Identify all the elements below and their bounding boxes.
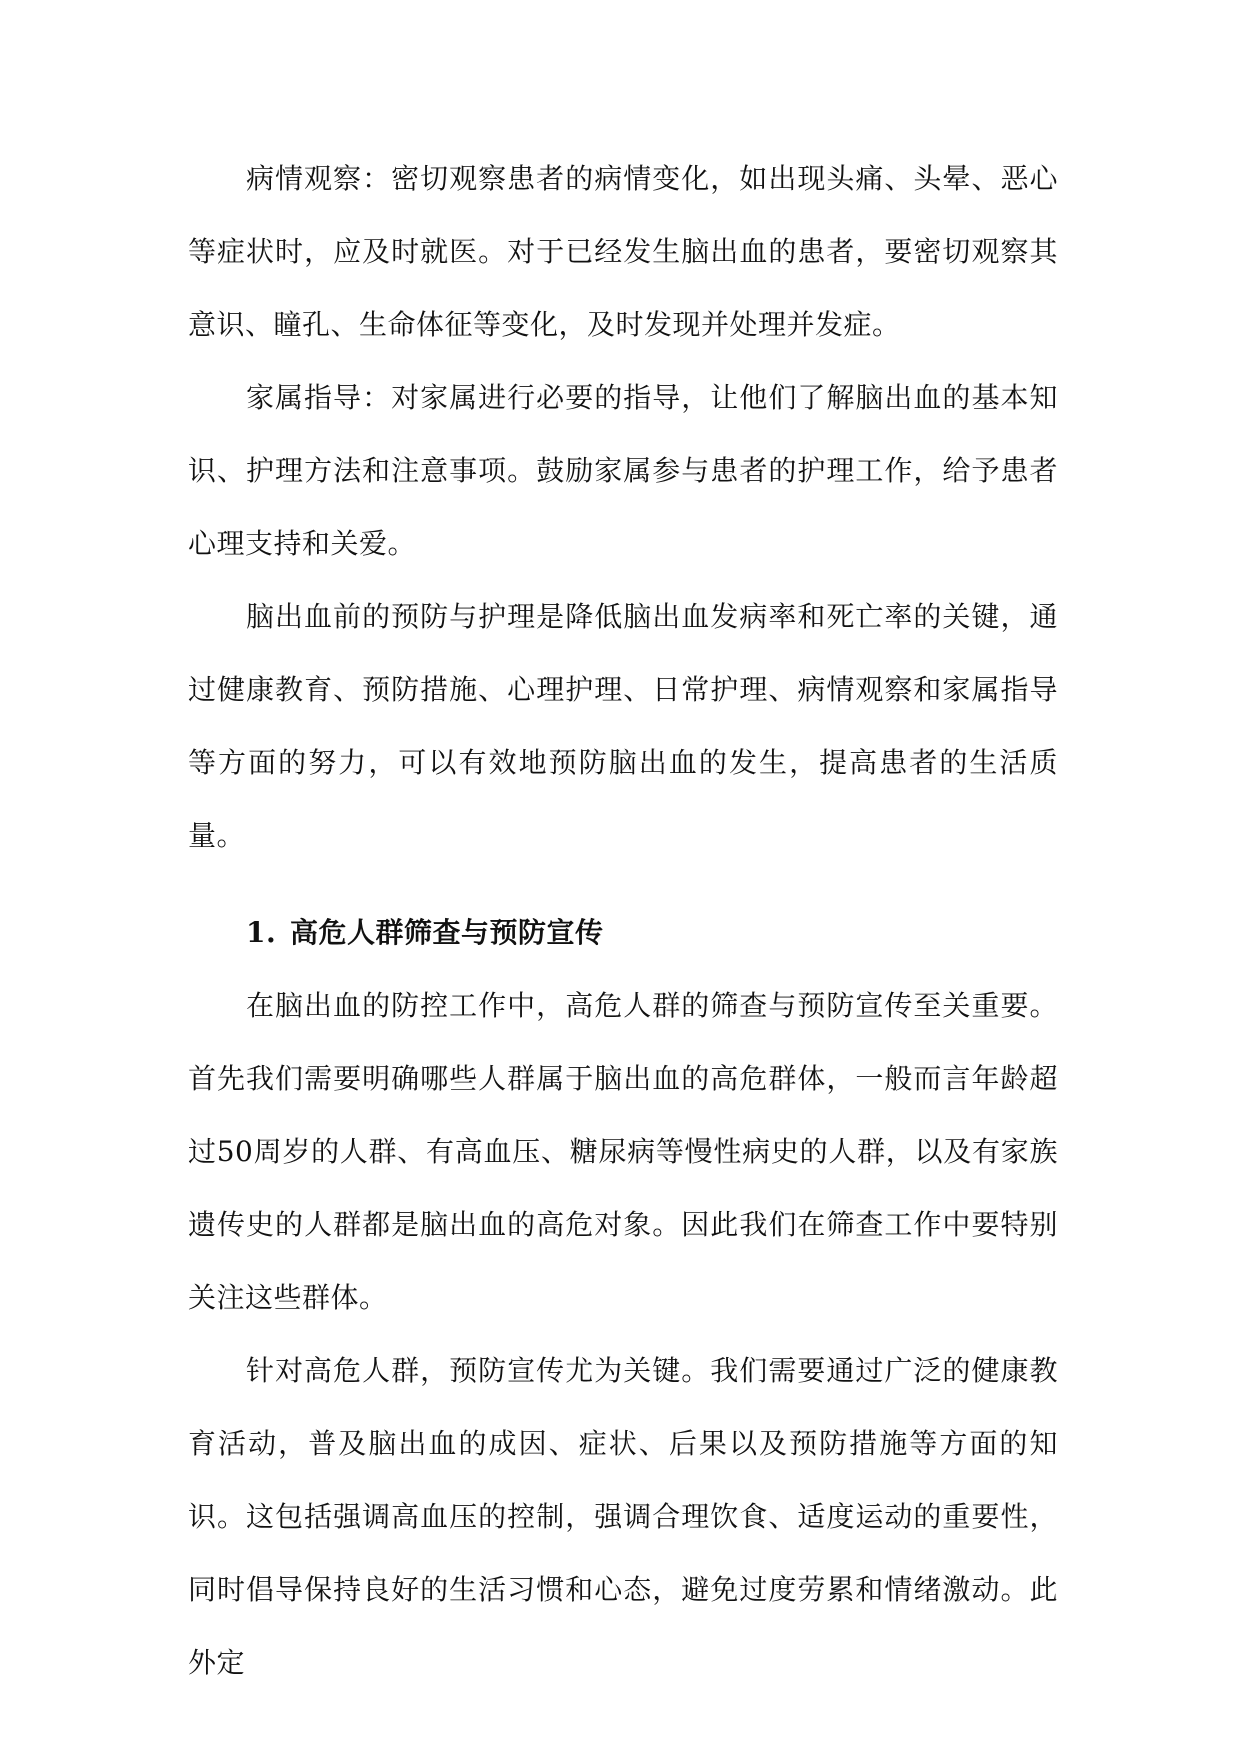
paragraph-family-guidance: 家属指导：对家属进行必要的指导，让他们了解脑出血的基本知识、护理方法和注意事项。鼓励家属参与患者的护理工作，给予患者心理支持和关爱。 [188,381,1058,560]
section-title: 高危人群筛查与预防宣传 [290,916,604,949]
section-number: 1. [246,916,277,949]
paragraph-prevention-summary: 脑出血前的预防与护理是降低脑出血发病率和死亡率的关键，通过健康教育、预防措施、心理护理、日常护理、病情观察和家属指导等方面的努力，可以有效地预防脑出血的发生，提高患者的生活质量。 [188,600,1058,852]
paragraph-condition-observation: 病情观察：密切观察患者的病情变化，如出现头痛、头晕、恶心等症状时，应及时就医。对于已经发生脑出血的患者，要密切观察其意识、瞳孔、生命体征等变化，及时发现并处理并发症。 [188,162,1058,341]
section-heading [188,896,1058,969]
paragraph-screening: 在脑出血的防控工作中，高危人群的筛查与预防宣传至关重要。首先我们需要明确哪些人群属于脑出血的高危群体，一般而言年龄超过50周岁的人群、有高血压、糖尿病等慢性病史的人群，以及有家族遗传史的人群都是脑出血的高危对象。因此我们在筛查工作中要特别关注这些群体。 [188,989,1058,1314]
paragraph-publicity: 针对高危人群，预防宣传尤为关键。我们需要通过广泛的健康教育活动，普及脑出血的成因、症状、后果以及预防措施等方面的知识。这包括强调高血压的控制，强调合理饮食、适度运动的重要性，同时倡导保持良好的生活习惯和心态，避免过度劳累和情绪激动。此外定 [188,1354,1058,1679]
document-body [188,142,1058,1699]
